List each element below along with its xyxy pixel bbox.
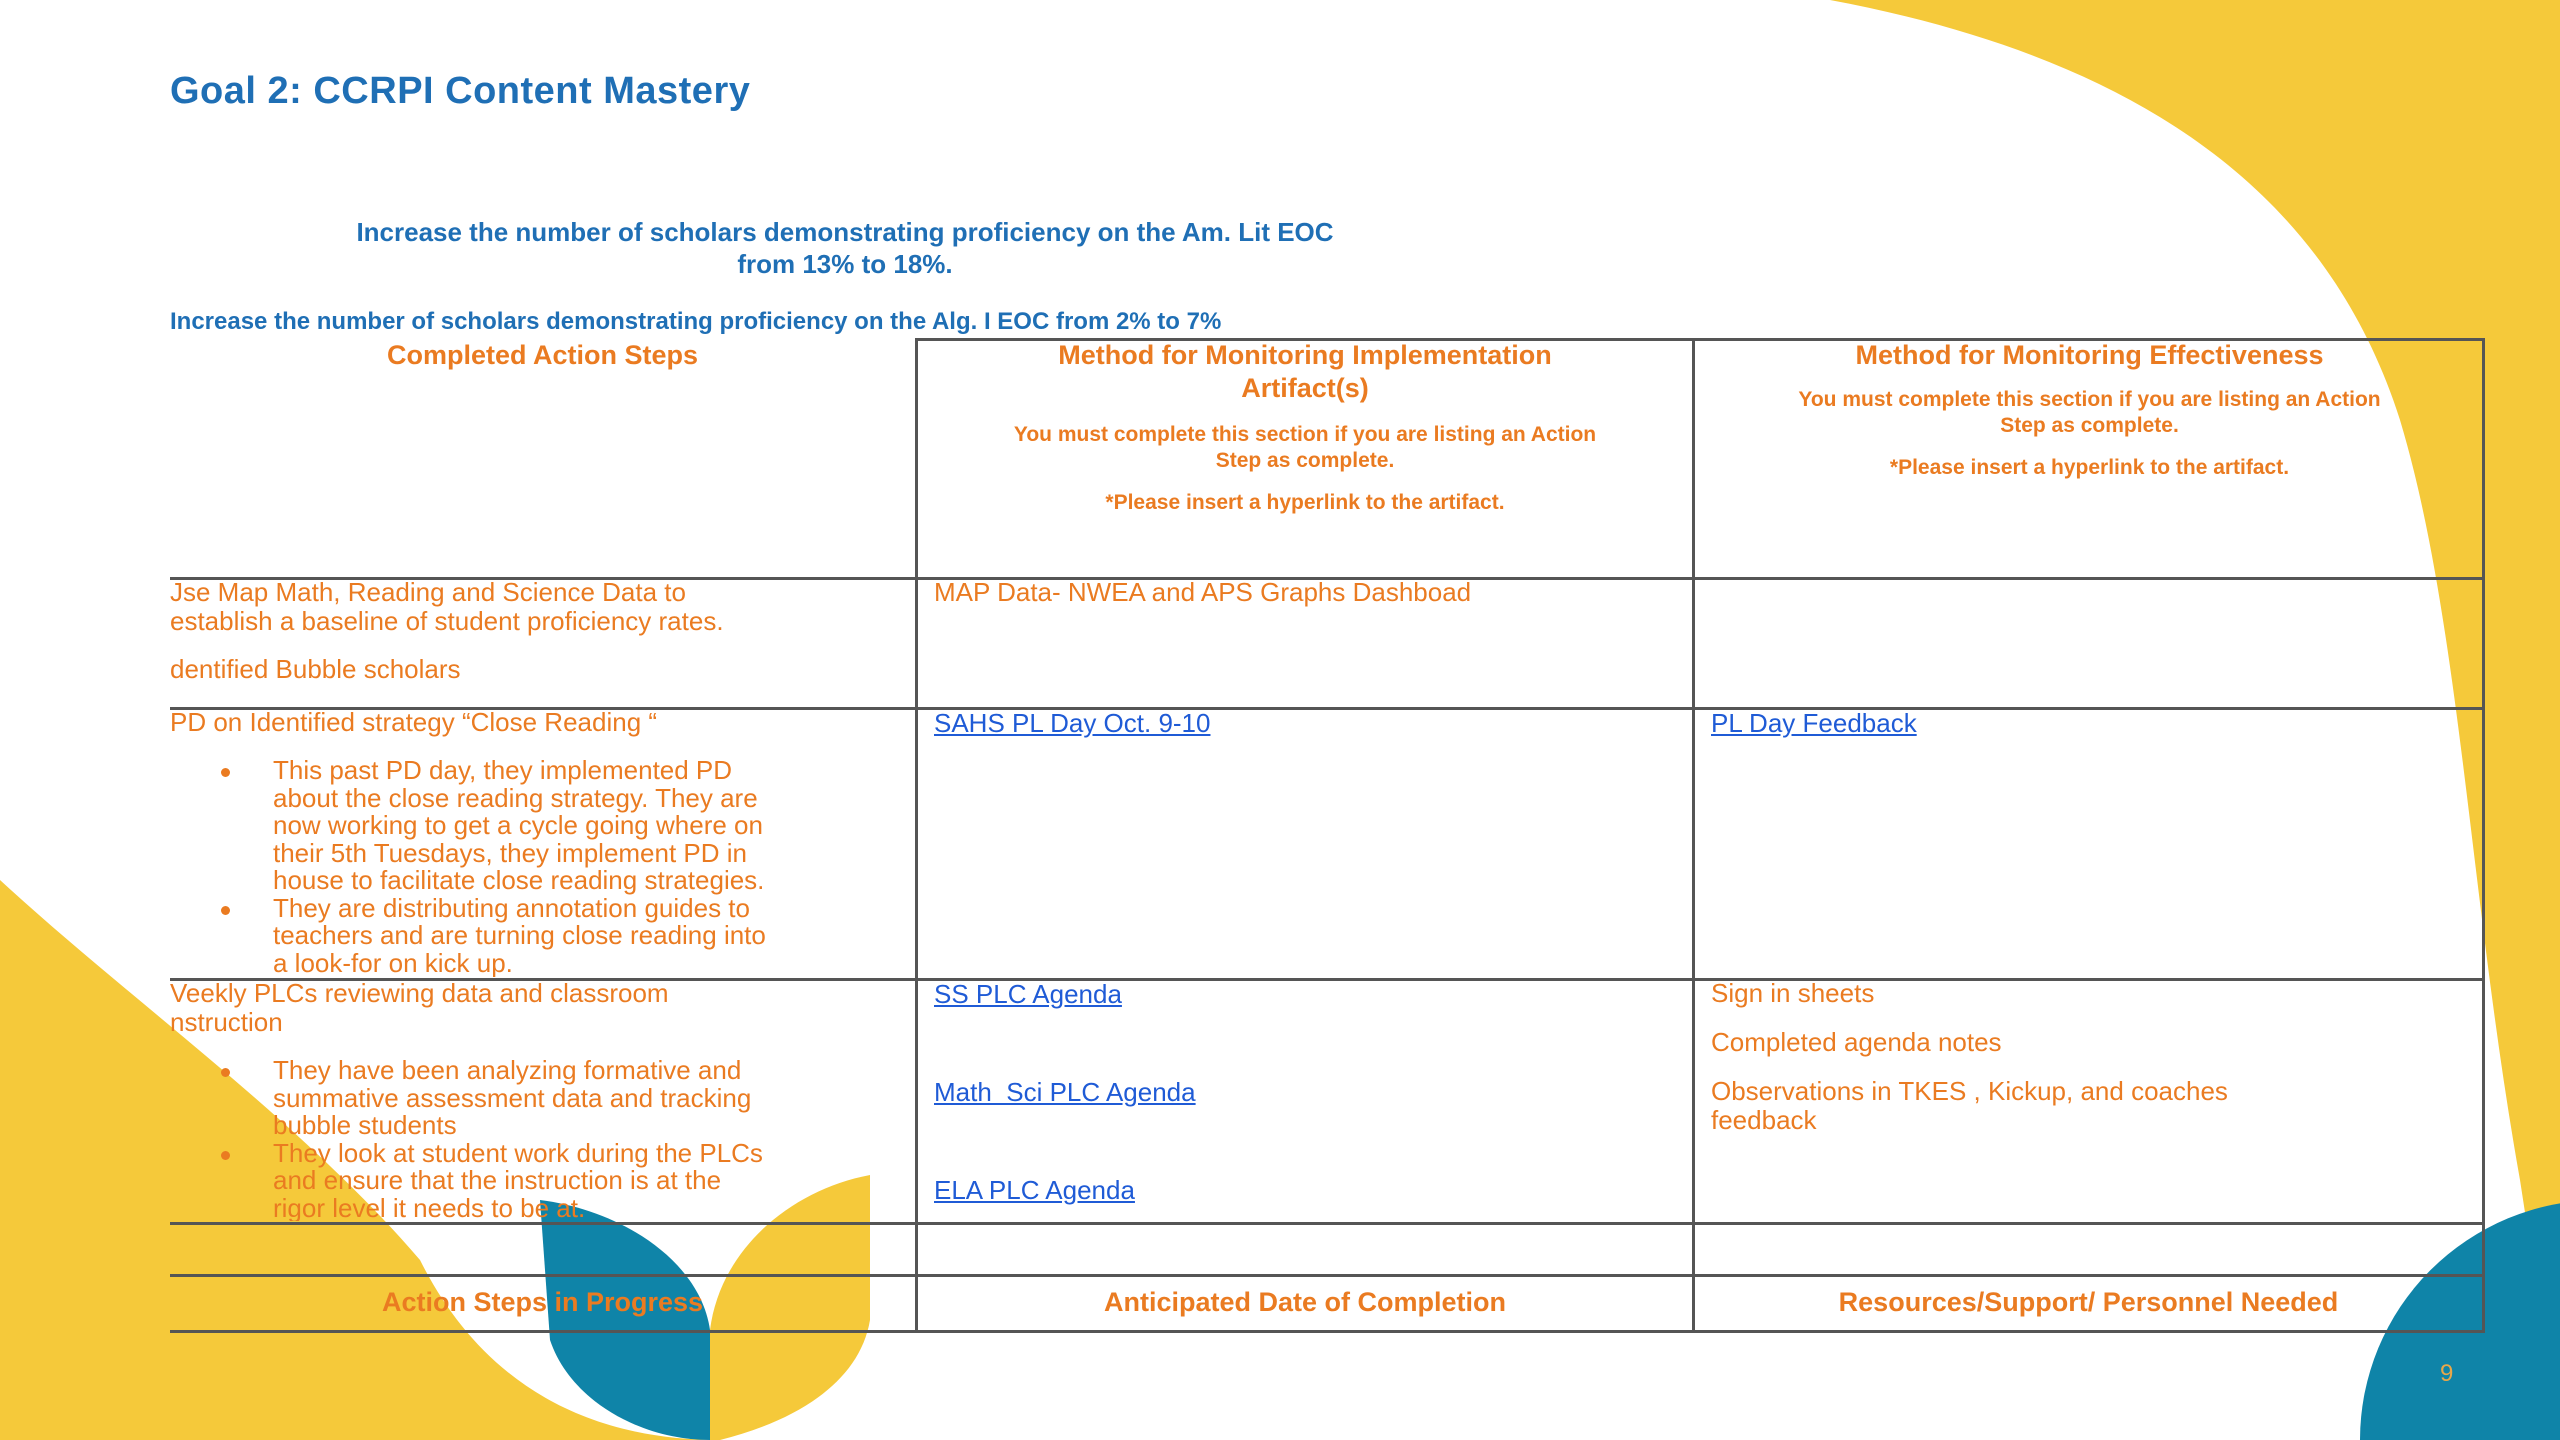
goal-am-lit-line1: Increase the number of scholars demonstrating proficiency on the Am. Lit EOC xyxy=(356,217,1334,247)
header-anticipated-date xyxy=(918,1277,1692,1327)
row2-bullet-list xyxy=(170,757,910,977)
note-line2: Step as complete. xyxy=(2000,414,2179,437)
row3-bullet-1 xyxy=(170,1057,910,1140)
bullet-line: about the close reading strategy. They are xyxy=(273,782,758,813)
spacer-row-top-line xyxy=(170,1222,2485,1225)
row3-bullet-2 xyxy=(170,1137,910,1222)
bullet-line: They are distributing annotation guides to xyxy=(273,892,750,923)
row3-bullet-list xyxy=(170,1057,910,1221)
row2-action-text: PD on Identified strategy “Close Reading “ xyxy=(170,708,658,737)
note-hyperlink: *Please insert a hyperlink to the artifact. xyxy=(1889,456,2290,479)
header-monitoring-implementation xyxy=(920,340,1690,575)
row1-implementation-cell xyxy=(934,578,1684,607)
header-col2-line2: Artifact(s) xyxy=(1241,373,1369,403)
sahs-pl-day-link[interactable]: SAHS PL Day Oct. 9-10 xyxy=(934,708,1211,738)
row1-action-line1: Jse Map Math, Reading and Science Data to xyxy=(170,578,686,607)
row1-implementation-text: MAP Data- NWEA and APS Graphs Dashboad xyxy=(934,578,1472,607)
note-line2: Step as complete. xyxy=(1215,449,1395,472)
header-completed-action-steps xyxy=(170,340,915,371)
bullet-line: their 5th Tuesdays, they implement PD in xyxy=(273,837,748,868)
slide-title: Goal 2: CCRPI Content Mastery xyxy=(170,70,751,112)
ss-plc-agenda-link[interactable]: SS PLC Agenda xyxy=(934,979,1122,1009)
row3-action-cell xyxy=(170,979,910,1221)
bullet-line: They have been analyzing formative and xyxy=(273,1055,742,1085)
header-action-steps-in-progress xyxy=(170,1277,915,1327)
sign-in-sheets-text: Sign in sheets xyxy=(1711,979,1875,1008)
bullet-line: This past PD day, they implemented PD xyxy=(273,755,733,785)
bullet-line: now working to get a cycle going where on xyxy=(273,810,763,840)
completed-agenda-notes-text: Completed agenda notes xyxy=(1711,1027,2002,1057)
header-col3-note xyxy=(1697,387,2482,481)
page-number: 9 xyxy=(2440,1360,2454,1387)
action-plan-table xyxy=(170,338,2485,1333)
bullet-line: They look at student work during the PLCs xyxy=(273,1137,763,1168)
ela-plc-agenda-link[interactable]: ELA PLC Agenda xyxy=(934,1175,1135,1205)
header-completed-action-steps-label: Completed Action Steps xyxy=(386,340,699,370)
header-col3-label: Method for Monitoring Effectiveness xyxy=(1855,340,2324,370)
col3-divider xyxy=(1692,338,1695,1333)
goal-alg: Increase the number of scholars demonstrating proficiency on the Alg. I EOC from 2% to 7% xyxy=(170,308,1222,335)
row1-action-line3: dentified Bubble scholars xyxy=(170,654,461,684)
bullet-line: house to facilitate close reading strategies. xyxy=(273,865,765,895)
row3-implementation-cell xyxy=(934,979,1684,1221)
bullet-line: rigor level it needs to be at. xyxy=(273,1192,586,1221)
row2-action-cell xyxy=(170,708,910,977)
row3-effectiveness-cell xyxy=(1711,979,2471,1135)
table-bottom-line xyxy=(170,1330,2485,1333)
header-col2-line1: Method for Monitoring Implementation xyxy=(1058,340,1552,370)
bullet-line: summative assessment data and tracking xyxy=(273,1082,752,1113)
row3-action-line2: nstruction xyxy=(170,1007,283,1037)
header-col2-note xyxy=(920,422,1690,516)
header-action-steps-in-progress-label: Action Steps in Progress xyxy=(381,1287,704,1317)
row2-bullet-1 xyxy=(170,757,910,895)
bullet-line: a look-for on kick up. xyxy=(273,947,513,977)
note-hyperlink: *Please insert a hyperlink to the artifact. xyxy=(1105,491,1505,514)
row2-effectiveness-cell xyxy=(1711,708,2471,739)
header-anticipated-date-label: Anticipated Date of Completion xyxy=(1103,1287,1506,1317)
math-sci-plc-agenda-link[interactable]: Math Sci PLC Agenda xyxy=(934,1077,1196,1107)
row2-implementation-cell xyxy=(934,708,1684,739)
observations-line2-text: feedback xyxy=(1711,1105,1817,1135)
goal-am-lit-line2: from 13% to 18%. xyxy=(737,249,953,279)
note-line1: You must complete this section if you are listing an Action xyxy=(1013,423,1597,446)
row2-bullet-2 xyxy=(170,892,910,978)
row1-action-cell xyxy=(170,578,910,706)
table-right-border xyxy=(2482,338,2485,1333)
note-line1: You must complete this section if you are listing an Action xyxy=(1798,388,2381,411)
row3-action-line1: Veekly PLCs reviewing data and classroom xyxy=(170,979,669,1008)
header-resources-support xyxy=(1695,1277,2482,1327)
goal-am-lit xyxy=(160,216,1530,280)
col2-divider xyxy=(915,338,918,1333)
observations-line1-text: Observations in TKES , Kickup, and coaches xyxy=(1711,1076,2228,1106)
header-resources-support-label: Resources/Support/ Personnel Needed xyxy=(1838,1287,2339,1317)
header-monitoring-effectiveness xyxy=(1697,340,2482,575)
bullet-line: bubble students xyxy=(273,1110,457,1140)
pl-day-feedback-link[interactable]: PL Day Feedback xyxy=(1711,708,1917,738)
bullet-line: teachers and are turning close reading into xyxy=(273,920,766,950)
row1-action-line2: establish a baseline of student proficiency rates. xyxy=(170,606,724,636)
bullet-line: and ensure that the instruction is at the xyxy=(273,1165,722,1195)
